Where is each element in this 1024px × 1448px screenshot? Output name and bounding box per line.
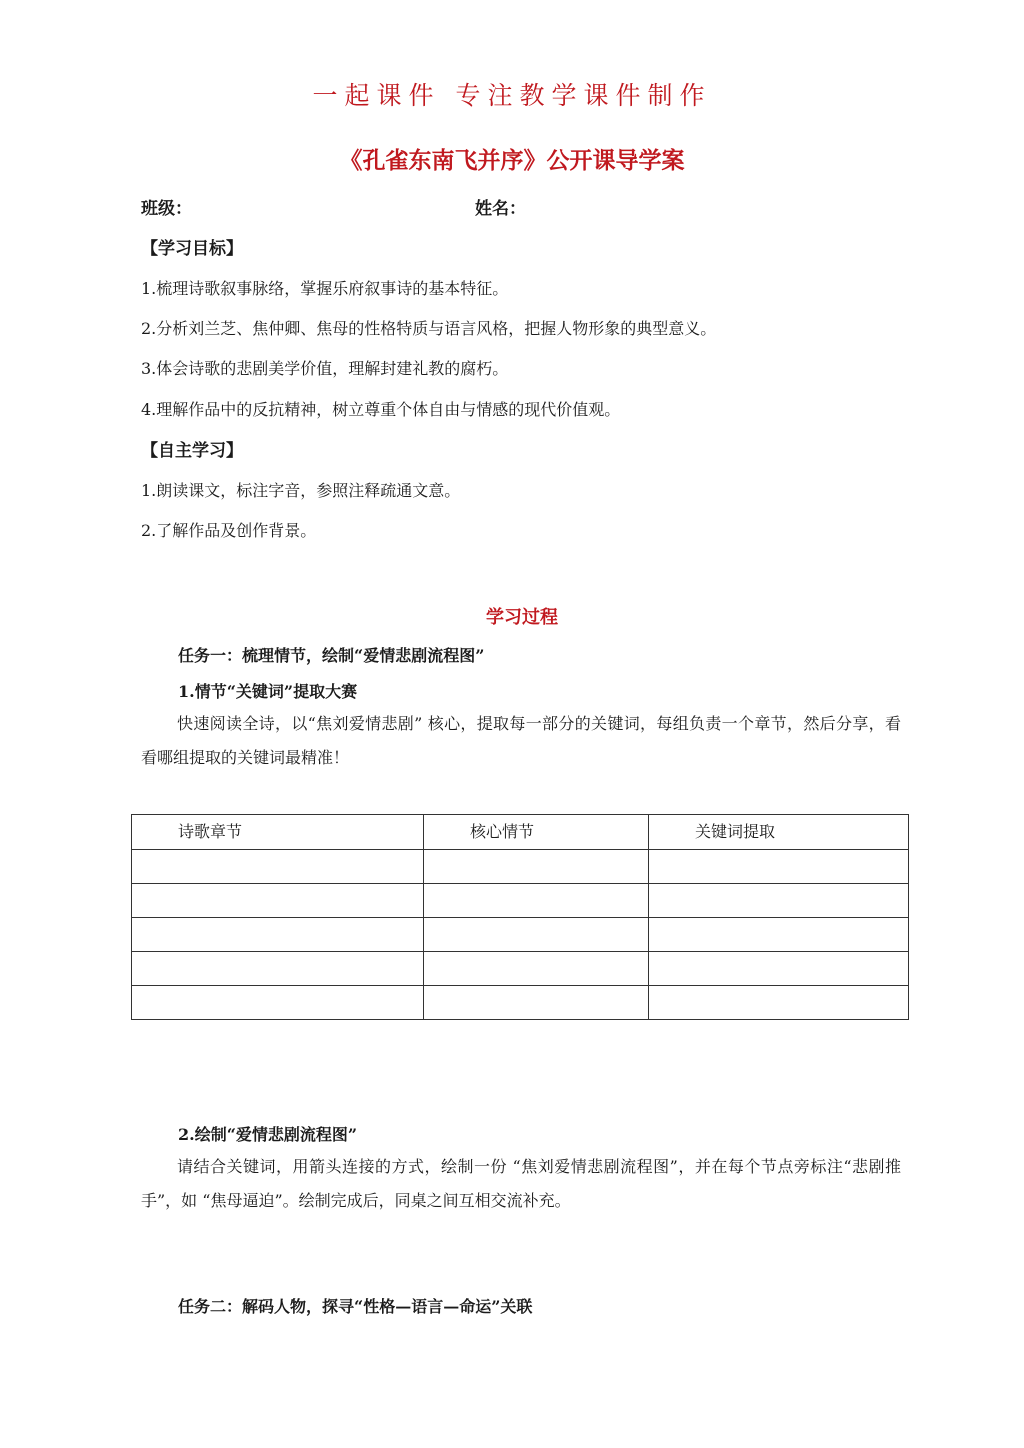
name-field-label: 姓名： [475,199,526,219]
keyword-table [131,814,909,1020]
self-study-item: 2.了解作品及创作背景。 [141,521,317,540]
process-heading: 学习过程 [486,607,558,628]
objective-item: 4.理解作品中的反抗精神，树立尊重个体自由与情感的现代价值观。 [141,400,621,419]
table-header-cell: 诗歌章节 [132,815,424,850]
task2-title: 任务二：解码人物，探寻“性格—语言—命运”关联 [178,1297,533,1316]
table-cell[interactable] [132,952,424,986]
objectives-heading: 【学习目标】 [141,239,243,259]
table-cell[interactable] [649,918,909,952]
task1-sub2-text: 请结合关键词，用箭头连接的方式，绘制一份 “焦刘爱情悲剧流程图”，并在每个节点旁标注“悲剧推手”，如 “焦母逼迫”。绘制完成后，同桌之间互相交流补充。 [141,1157,901,1210]
table-header-cell: 核心情节 [424,815,649,850]
task1-sub1-text: 快速阅读全诗，以“焦刘爱情悲剧” 核心，提取每一部分的关键词，每组负责一个章节，然后分享，看看哪组提取的关键词最精准！ [141,714,901,767]
table-cell[interactable] [424,986,649,1020]
table-cell[interactable] [424,918,649,952]
objective-item: 2.分析刘兰芝、焦仲卿、焦母的性格特质与语言风格，把握人物形象的典型意义。 [141,319,717,338]
table-row [132,850,909,884]
table-cell[interactable] [649,986,909,1020]
table-cell[interactable] [132,918,424,952]
table-cell[interactable] [132,850,424,884]
task1-sub1-title: 1.情节“关键词”提取大赛 [178,682,358,701]
site-banner: 一起课件 专注教学课件制作 [312,81,712,110]
self-study-heading: 【自主学习】 [141,441,243,461]
class-field-label: 班级： [141,199,192,219]
objective-item: 1.梳理诗歌叙事脉络，掌握乐府叙事诗的基本特征。 [141,279,509,298]
table-cell[interactable] [132,884,424,918]
table-cell[interactable] [649,884,909,918]
document-title: 《孔雀东南飞并序》公开课导学案 [339,147,685,174]
table-row [132,918,909,952]
objective-item: 3.体会诗歌的悲剧美学价值，理解封建礼教的腐朽。 [141,359,509,378]
table-cell[interactable] [424,850,649,884]
table-row [132,952,909,986]
table-cell[interactable] [649,850,909,884]
task1-title: 任务一：梳理情节，绘制“爱情悲剧流程图” [178,646,485,665]
table-cell[interactable] [132,986,424,1020]
table-cell[interactable] [424,884,649,918]
table-cell[interactable] [649,952,909,986]
self-study-item: 1.朗读课文，标注字音，参照注释疏通文意。 [141,481,461,500]
table-row [132,884,909,918]
table-cell[interactable] [424,952,649,986]
table-header-row [132,815,909,850]
table-header-cell: 关键词提取 [649,815,909,850]
task1-sub2-title: 2.绘制“爱情悲剧流程图” [178,1125,358,1144]
table-row [132,986,909,1020]
